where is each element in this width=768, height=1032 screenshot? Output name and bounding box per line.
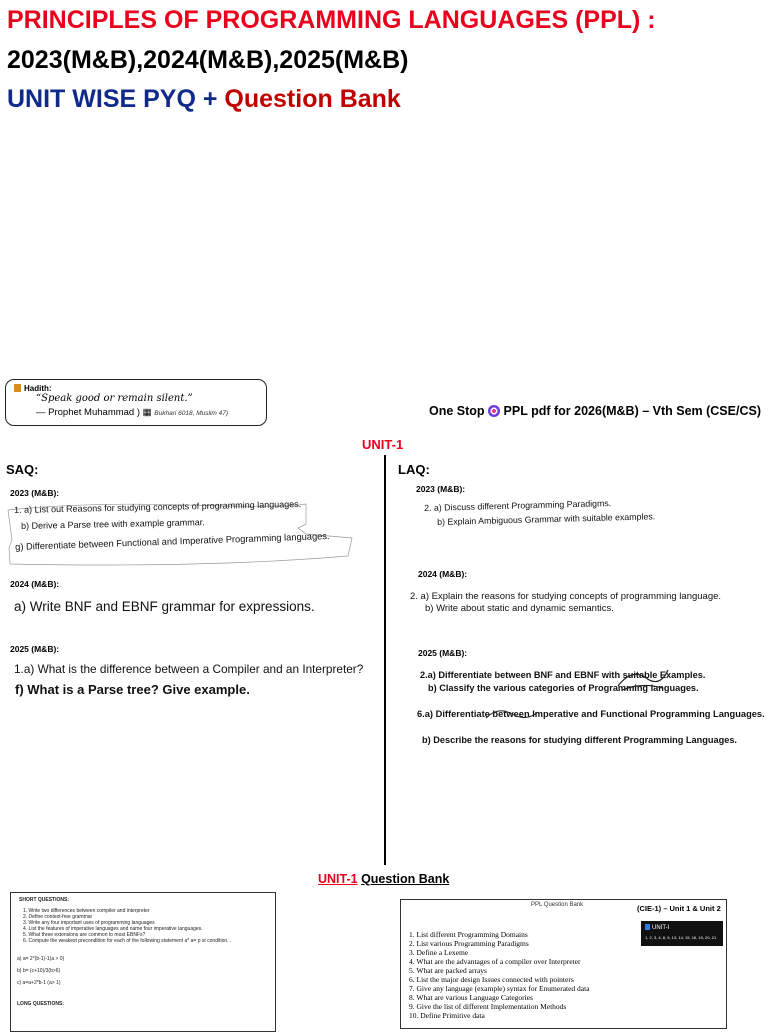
saq-2025-q2: f) What is a Parse tree? Give example. xyxy=(15,682,250,697)
target-icon xyxy=(488,405,500,417)
saq-year-2025: 2025 (M&B): xyxy=(10,644,60,654)
laq-2025-q4: b) Describe the reasons for studying different Programming Languages. xyxy=(422,735,737,745)
handwritten-scribble xyxy=(482,704,542,724)
list-item: 8. What are various Language Categories xyxy=(409,993,533,1002)
list-item: 10. Define Primitive data xyxy=(409,1011,485,1020)
list-item: 3. Write any four important uses of programming languages xyxy=(23,920,155,926)
list-item: 2. Define context-free grammar xyxy=(23,914,93,920)
short-questions-heading: SHORT QUESTIONS: xyxy=(19,897,70,903)
list-item: 7. Give any language (example) syntax for Enumerated data xyxy=(409,984,590,993)
question-bank-heading: UNIT-1 Question Bank xyxy=(318,872,450,886)
list-item: 1. List different Programming Domains xyxy=(409,930,528,939)
laq-2024-q1: 2. a) Explain the reasons for studying concepts of programming language. xyxy=(410,591,722,602)
ppl-question-bank-thumbnail xyxy=(400,899,727,1029)
list-item: 5. What three extensions are common to most EBNFs? xyxy=(23,932,146,938)
laq-year-2023: 2023 (M&B): xyxy=(416,484,466,494)
saq-2024-q1: a) Write BNF and EBNF grammar for expressions. xyxy=(14,599,315,614)
list-item: 1. Write two differences between compiler and interpreter xyxy=(23,908,150,914)
list-item: 2. List various Programming Paradigms xyxy=(409,939,529,948)
list-item: 4. List the features of imperative languages and name four imperative languages. xyxy=(23,926,203,932)
years-subtitle: 2023(M&B),2024(M&B),2025(M&B) xyxy=(7,46,409,74)
expression-item: c) a=a+2*b-1 (a> 1) xyxy=(17,980,61,986)
list-item: 5. What are packed arrays xyxy=(409,966,487,975)
hadith-label: Hadith: xyxy=(14,384,52,393)
list-item: 4. What are the advantages of a compiler over Interpreter xyxy=(409,957,581,966)
one-stop-banner: One Stop PPL pdf for 2026(M&B) – Vth Sem (CSE/CS) xyxy=(429,404,761,418)
laq-year-2024: 2024 (M&B): xyxy=(418,569,468,579)
list-item: 9. Give the list of different Implementation Methods xyxy=(409,1002,567,1011)
saq-heading: SAQ: xyxy=(6,462,39,477)
page-title: PRINCIPLES OF PROGRAMMING LANGUAGES (PPL) : xyxy=(7,6,656,34)
book-icon: ▦ xyxy=(142,407,152,418)
saq-year-2023: 2023 (M&B): xyxy=(10,488,60,498)
laq-year-2025: 2025 (M&B): xyxy=(418,648,468,658)
list-item: 3. Define a Lexeme xyxy=(409,948,469,957)
expression-item: b) b= (c+10)/3(b>6) xyxy=(17,968,61,974)
cie-label: (CIE-1) – Unit 1 & Unit 2 xyxy=(637,904,721,913)
laq-2025-q2: b) Classify the various categories of Programming languages. xyxy=(428,683,699,693)
list-item: 6. List the major design Issues connected with pointers xyxy=(409,975,574,984)
laq-2023-q1: 2. a) Discuss different Programming Paradigms. xyxy=(424,498,612,513)
saq-2023-q1: 1. a) List out Reasons for studying concepts of programming languages. xyxy=(14,498,302,515)
unit-heading: UNIT-1 xyxy=(362,437,404,452)
laq-2024-q2: b) Write about static and dynamic semantics. xyxy=(425,603,614,614)
saq-year-2024: 2024 (M&B): xyxy=(10,579,60,589)
hadith-source: Bukhari 6018, Muslim 47) xyxy=(154,410,228,417)
column-divider xyxy=(384,455,386,865)
unit-wise-subtitle xyxy=(7,85,401,114)
scroll-icon xyxy=(14,384,21,392)
question-bank-text: Question Bank xyxy=(224,85,401,113)
laq-2023-q2: b) Explain Ambiguous Grammar with suitable examples. xyxy=(437,511,656,527)
handwritten-scribble xyxy=(612,664,672,694)
saq-2023-q3: g) Differentiate between Functional and Imperative Programming languages. xyxy=(15,531,330,552)
saq-2025-q1: 1.a) What is the difference between a Compiler and an Interpreter? xyxy=(14,662,364,676)
saq-2023-q2: b) Derive a Parse tree with example grammar. xyxy=(21,517,205,531)
expression-item: a) a= 2*(b-1)-1(a > 0) xyxy=(17,956,65,962)
badge-numbers: 1, 2, 3, 4, 8, 9, 13, 14, 15, 16, 19, 20, 21 xyxy=(645,935,717,940)
laq-2025-q1: 2.a) Differentiate between BNF and EBNF with suitable Examples. xyxy=(420,670,706,680)
hadith-quote: “Speak good or remain silent.” xyxy=(36,393,193,404)
list-item: 6. Compute the weakest precondition for each of the following statement a* a= p st condition. . xyxy=(23,938,232,944)
unit-wise-pyq-text: UNIT WISE PYQ + xyxy=(7,85,218,113)
hadith-box xyxy=(5,379,267,426)
short-questions-thumbnail xyxy=(10,892,276,1032)
book-icon xyxy=(645,924,650,930)
thumb-title: PPL Question Bank xyxy=(531,902,584,908)
unit-badge: UNIT-I 1, 2, 3, 4, 8, 9, 13, 14, 15, 16, 19, 20, 21 xyxy=(641,921,723,946)
long-questions-heading: LONG QUESTIONS: xyxy=(17,1001,64,1007)
laq-heading: LAQ: xyxy=(398,462,430,477)
hadith-attribution: — Prophet Muhammad ) ▦ Bukhari 6018, Muslim 47) xyxy=(36,407,228,418)
laq-2025-q3: 6.a) Differentiate between Imperative and Functional Programming Languages. xyxy=(417,709,765,719)
